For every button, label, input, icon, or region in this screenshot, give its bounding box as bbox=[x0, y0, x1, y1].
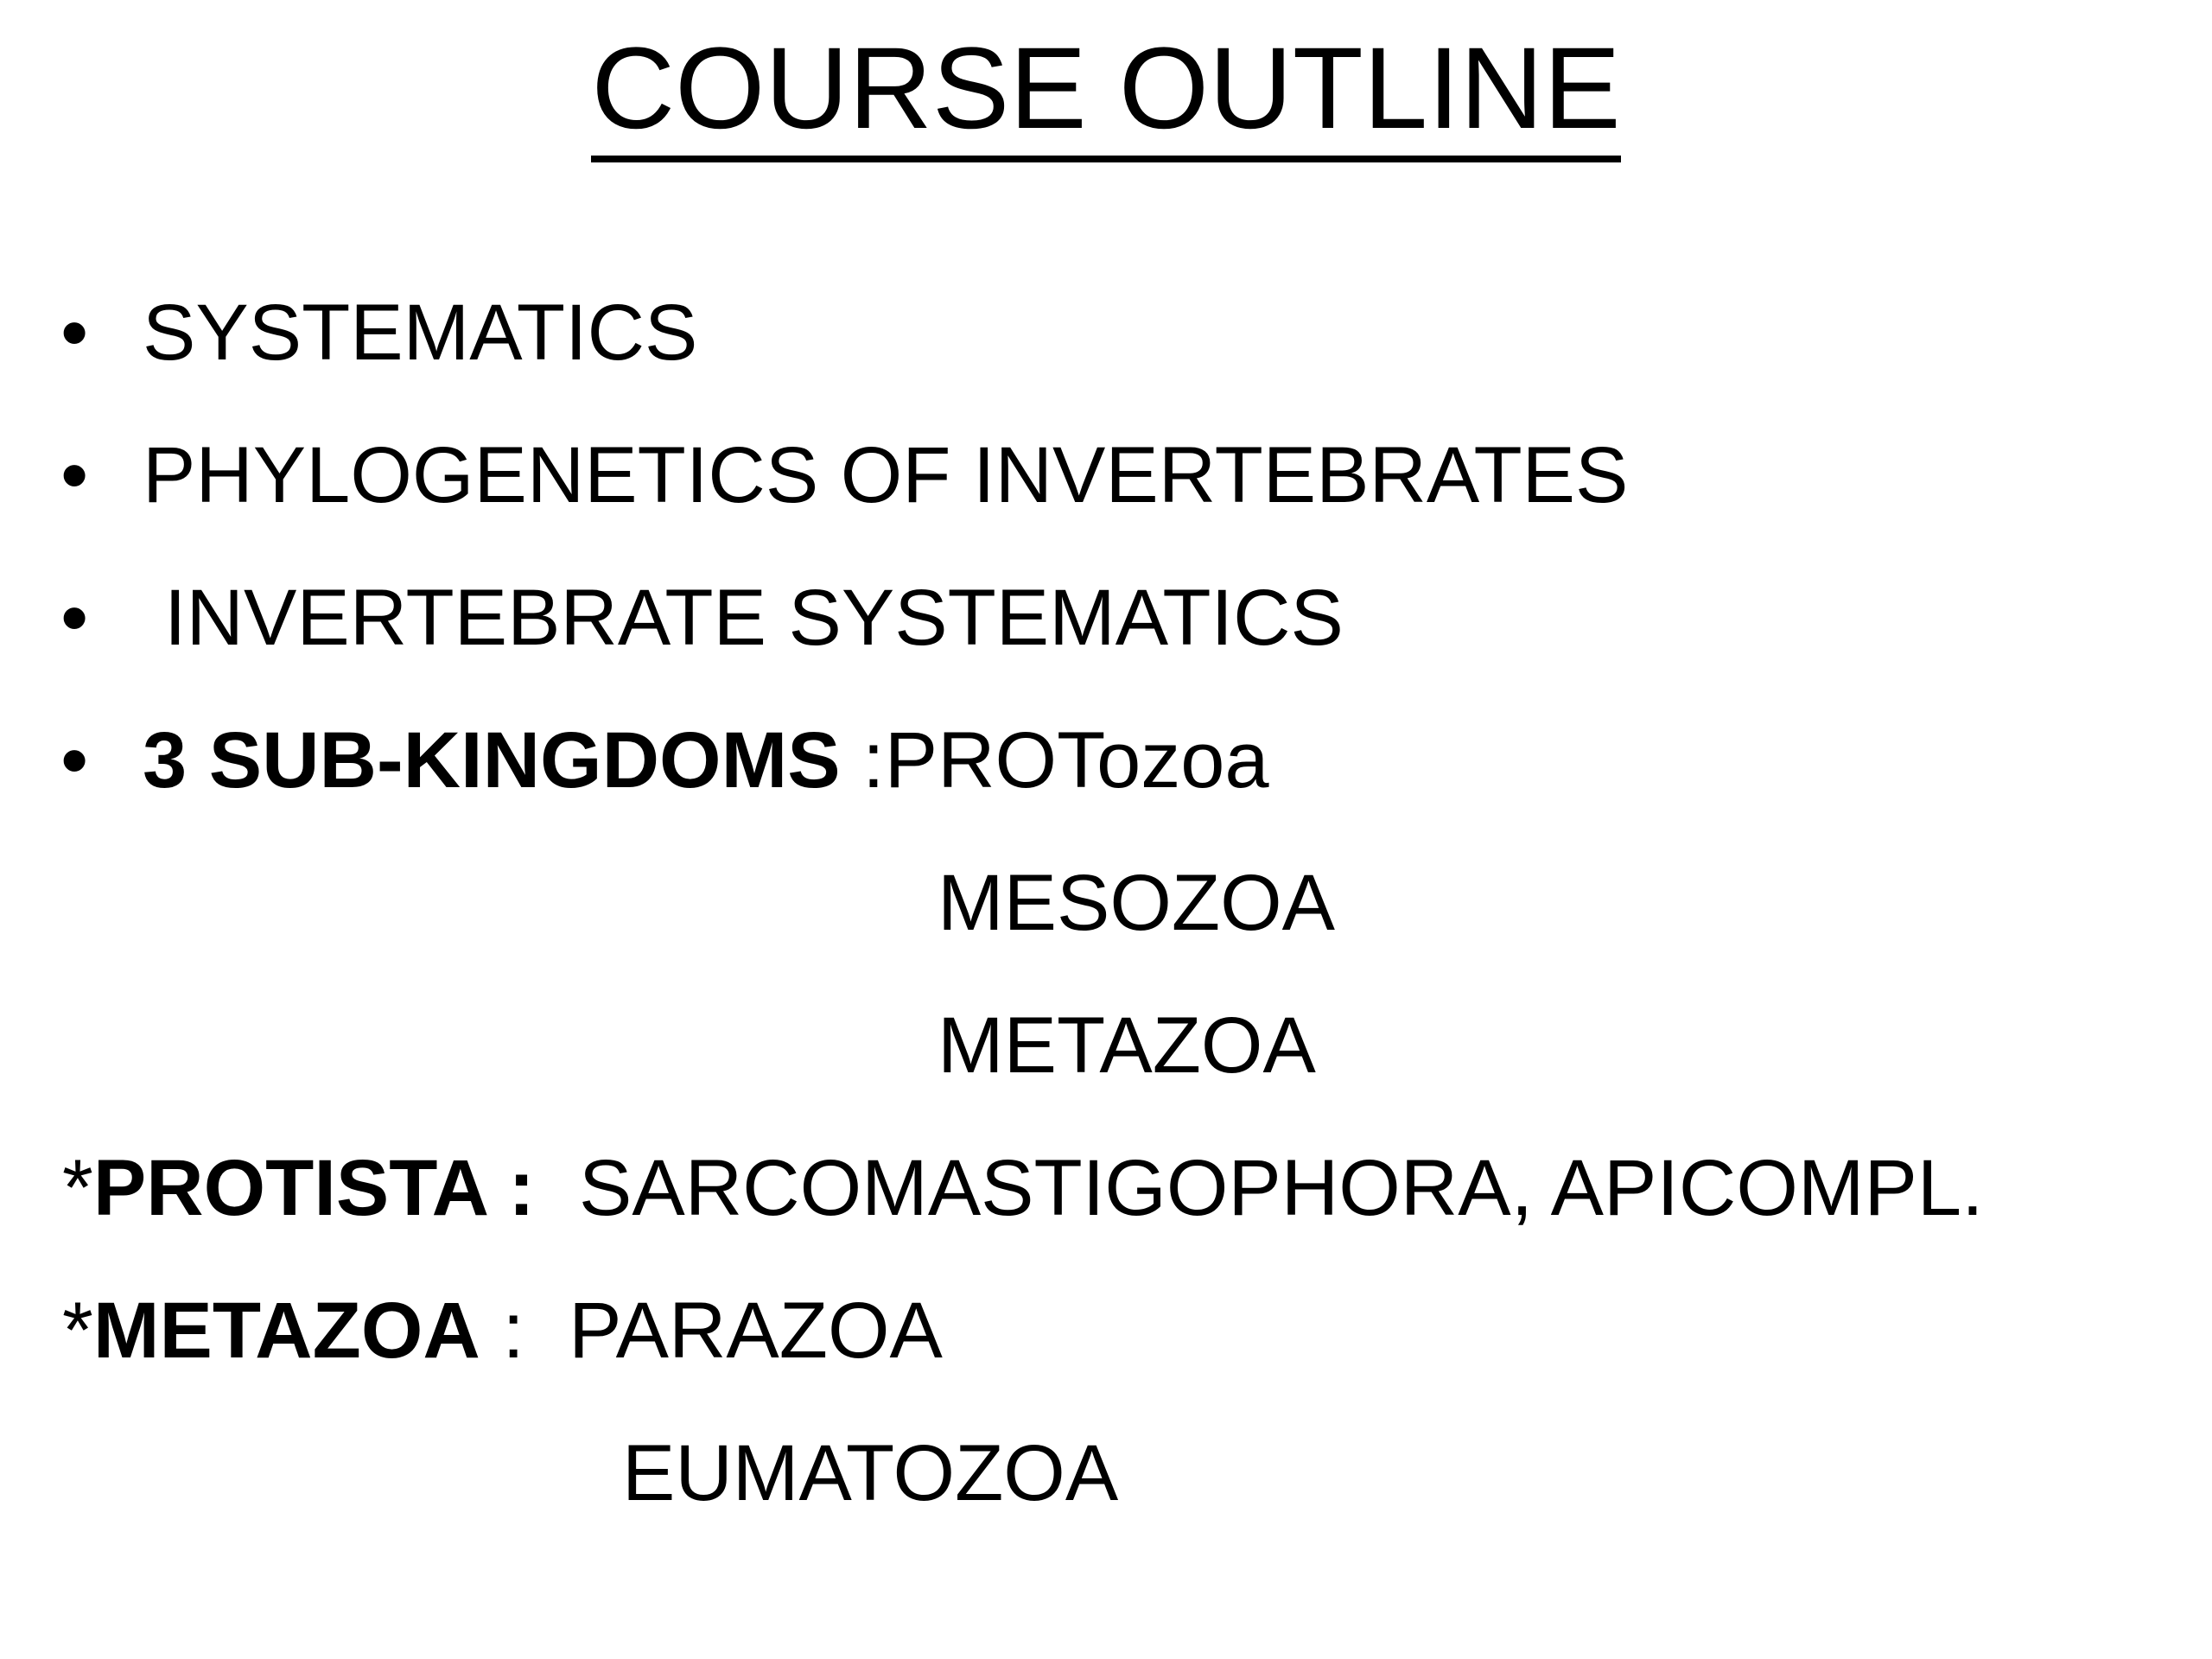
bullet-icon: • bbox=[60, 431, 89, 519]
bullet-icon: • bbox=[60, 716, 89, 804]
bullet-item-systematics: SYSTEMATICS bbox=[143, 289, 698, 377]
protista-asterisk: * bbox=[62, 1144, 93, 1232]
metazoa-eumatozoa: EUMATOZOA bbox=[622, 1429, 1119, 1517]
bullet-icon: • bbox=[60, 289, 89, 377]
sub-kingdoms-label: 3 SUB-KINGDOMS bbox=[143, 716, 841, 804]
protista-line bbox=[62, 1141, 1984, 1236]
bullet-icon: • bbox=[60, 574, 89, 662]
slide-title-wrap bbox=[0, 24, 2212, 162]
metazoa-line bbox=[62, 1283, 943, 1378]
metazoa-asterisk: * bbox=[62, 1287, 93, 1375]
protista-groups: SARCOMASTIGOPHORA, APICOMPL. bbox=[534, 1144, 1984, 1232]
metazoa-parazoa: : PARAZOA bbox=[480, 1287, 943, 1375]
sub-kingdom-metazoa: METAZOA bbox=[938, 1001, 1316, 1090]
bullet-item-phylogenetics: PHYLOGENETICS OF INVERTEBRATES bbox=[143, 431, 1629, 519]
sub-kingdom-mesozoa: MESOZOA bbox=[938, 859, 1336, 947]
bullet-item-invertebrate-systematics: INVERTEBRATE SYSTEMATICS bbox=[164, 574, 1344, 662]
metazoa-label: METAZOA bbox=[92, 1287, 480, 1375]
protista-label: PROTISTA : bbox=[92, 1144, 535, 1232]
bullet-item-sub-kingdoms bbox=[143, 713, 1269, 808]
slide-title: COURSE OUTLINE bbox=[591, 24, 1620, 162]
sub-kingdom-protozoa: :PROTozoa bbox=[840, 716, 1269, 804]
